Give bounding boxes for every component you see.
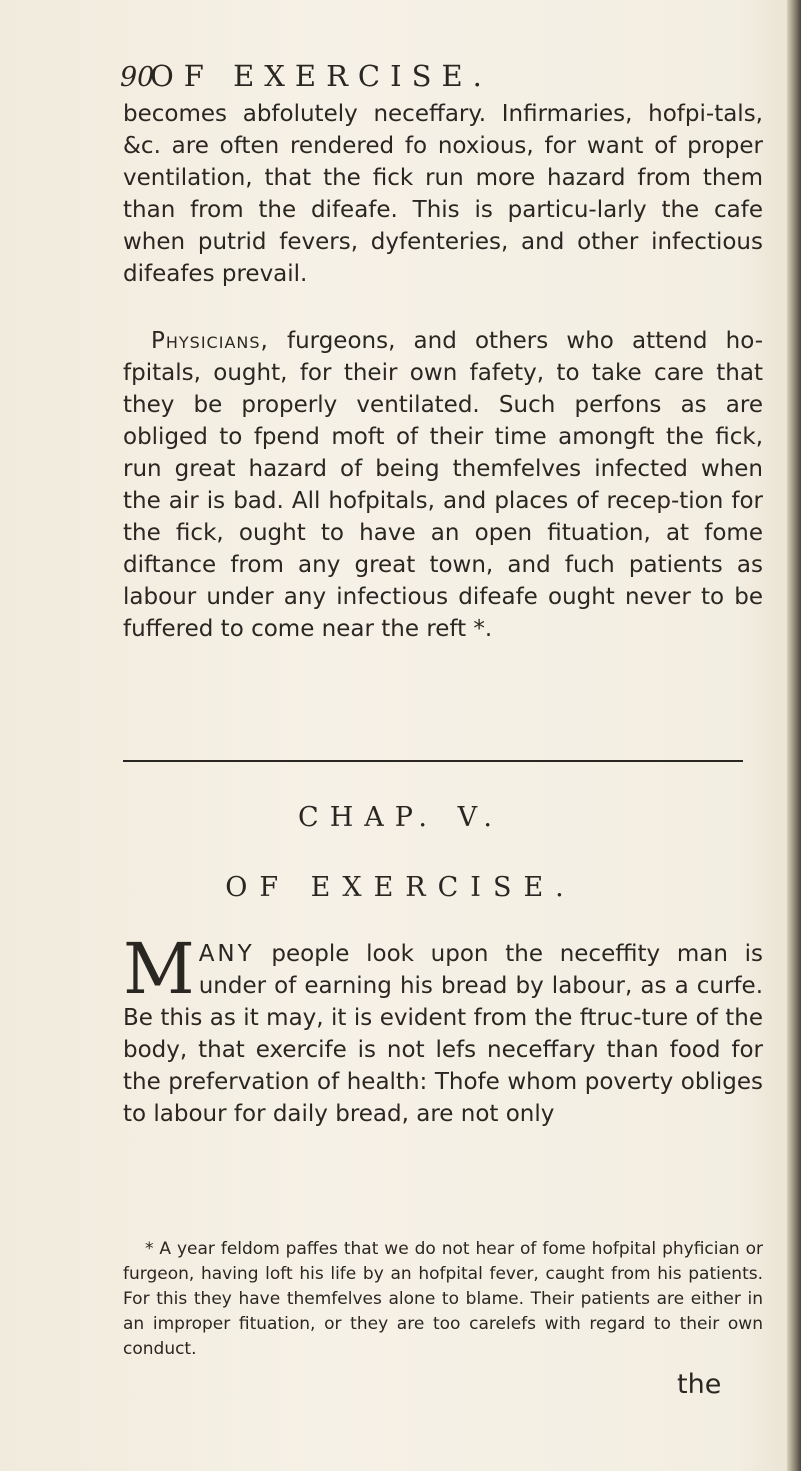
section-divider-rule	[123, 760, 743, 762]
catchword: the	[677, 1369, 722, 1400]
paragraph-lead-word: Physicians,	[151, 328, 269, 354]
paragraph-body: people look upon the neceffity man is under of earning his bread by labour, as a curfe. Be this as it may, it is evident from the ftruc-ture of the body, that exercife is not lefs neceffary than food for the prefervation of health: Thofe whom poverty obliges to labour for daily bread, are not only	[123, 941, 763, 1127]
page-binding-edge	[787, 0, 801, 1471]
paragraph-ventilation: becomes abfolutely neceffary. Infirmaries, hofpi-tals, &c. are often rendered fo noxious, for want of proper ventilation, that the fick run more hazard from them than from the difeafe. This is particu-larly the cafe when putrid fevers, dyfenteries, and other infectious difeafes prevail.	[123, 101, 763, 287]
paragraph-lead-word: ANY	[198, 941, 255, 967]
page-number: 90	[120, 62, 155, 93]
drop-capital: M	[123, 928, 195, 1010]
paragraph-physicians	[123, 325, 763, 645]
running-title: OF EXERCISE.	[150, 59, 492, 93]
chapter-title: OF EXERCISE.	[225, 872, 576, 903]
paragraph-body: furgeons, and others who attend ho-fpitals, ought, for their own fafety, to take care that they be properly ventilated. Such perfons as are obliged to fpend moft of their time amongft the fick, run great hazard of being themfelves infected when the air is bad. All hofpitals, and places of recep-tion for the fick, ought to have an open fituation, at fome diftance from any great town, and fuch patients as labour under any infectious difeafe ought never to be fuffered to come near the reft *.	[123, 328, 763, 642]
paragraph-exercise	[123, 928, 763, 1130]
chapter-number: CHAP. V.	[298, 802, 503, 833]
footnote: * A year feldom paffes that we do not hear of fome hofpital phyfician or furgeon, having loft his life by an hofpital fever, caught from his patients. For this they have themfelves alone to blame. Their patients are either in an improper fituation, or they are too carelefs with regard to their own conduct.	[123, 1239, 763, 1359]
